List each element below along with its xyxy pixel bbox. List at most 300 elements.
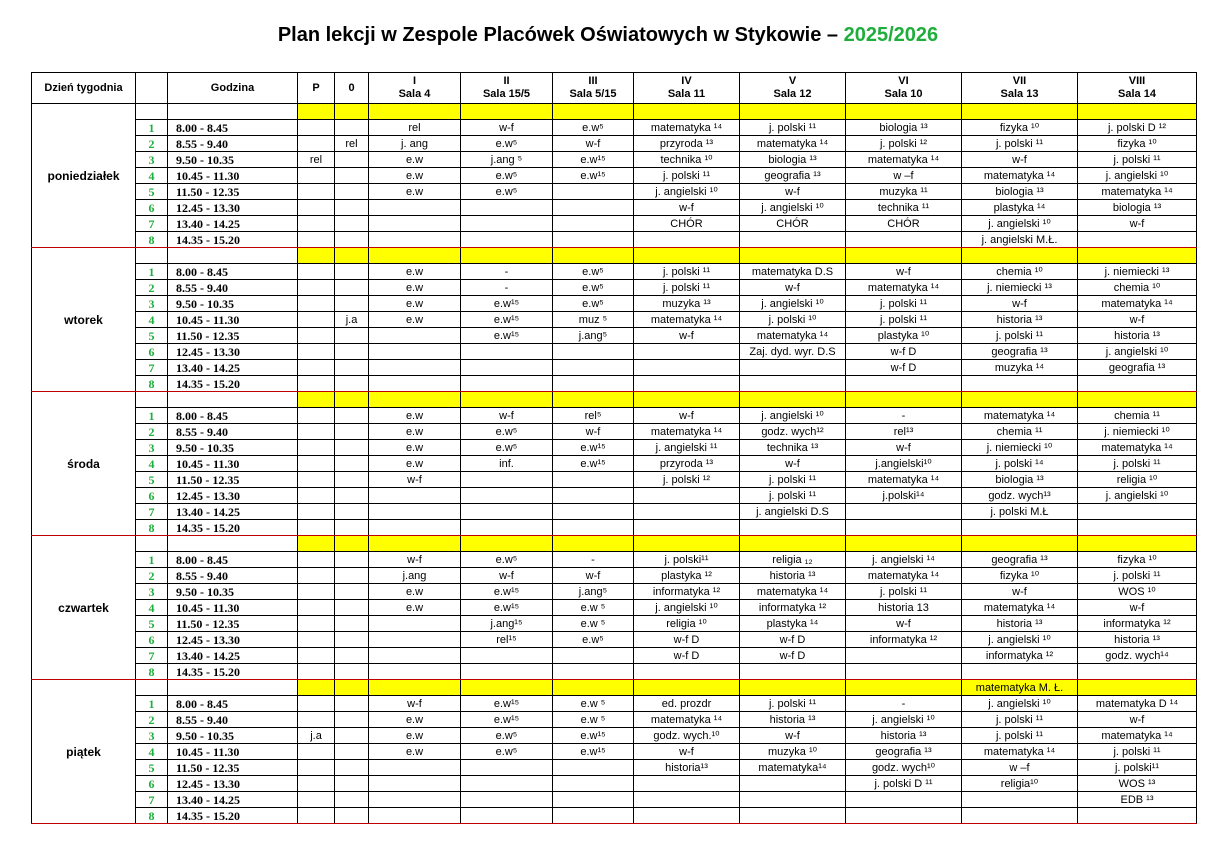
lesson-cell: [298, 792, 335, 808]
lesson-number: 1: [136, 696, 168, 712]
lesson-cell: [298, 520, 335, 536]
lesson-cell: [461, 232, 553, 248]
lesson-cell: j. niemiecki ¹³: [962, 280, 1078, 296]
highlight-cell: [1078, 680, 1197, 696]
lesson-cell: w-f D: [846, 360, 962, 376]
lesson-cell: j. angielski ¹⁰: [1078, 168, 1197, 184]
lesson-cell: j. polski ¹¹: [846, 584, 962, 600]
lesson-row: [32, 424, 1197, 440]
lesson-cell: e.w¹⁵: [553, 440, 634, 456]
lesson-cell: [298, 424, 335, 440]
lesson-cell: [369, 520, 461, 536]
lesson-cell: religia ¹⁰: [1078, 472, 1197, 488]
lesson-cell: e.w⁵: [553, 632, 634, 648]
highlight-cell: matematyka M. Ł.: [962, 680, 1078, 696]
lesson-cell: informatyka ¹²: [740, 600, 846, 616]
lesson-cell: [335, 632, 369, 648]
lesson-cell: matematyka ¹⁴: [634, 312, 740, 328]
highlight-cell: [634, 536, 740, 552]
lesson-number: 3: [136, 584, 168, 600]
day-header-row: [32, 248, 1197, 264]
lesson-time: 8.55 - 9.40: [168, 568, 298, 584]
lesson-cell: plastyka ¹²: [634, 568, 740, 584]
lesson-cell: -: [846, 408, 962, 424]
lesson-cell: biologia ¹³: [962, 472, 1078, 488]
lesson-row: [32, 600, 1197, 616]
lesson-cell: e.w¹⁵: [461, 584, 553, 600]
lesson-time: 8.00 - 8.45: [168, 408, 298, 424]
lesson-cell: e.w: [369, 152, 461, 168]
lesson-cell: [634, 488, 740, 504]
lesson-cell: e.w: [369, 440, 461, 456]
lesson-cell: e.w¹⁵: [553, 168, 634, 184]
lesson-cell: rel¹⁵: [461, 632, 553, 648]
lesson-cell: ed. prozdr: [634, 696, 740, 712]
lesson-number: 1: [136, 120, 168, 136]
lesson-cell: w-f: [369, 552, 461, 568]
lesson-row: [32, 552, 1197, 568]
lesson-cell: matematyka D.S: [740, 264, 846, 280]
lesson-cell: e.w: [369, 408, 461, 424]
highlight-cell: [740, 536, 846, 552]
highlight-cell: [846, 248, 962, 264]
lesson-cell: [335, 600, 369, 616]
lesson-cell: [335, 744, 369, 760]
lesson-cell: chemia ¹⁰: [962, 264, 1078, 280]
lesson-cell: [846, 520, 962, 536]
lesson-cell: muzyka ¹³: [634, 296, 740, 312]
lesson-cell: [335, 152, 369, 168]
lesson-cell: e.w⁵: [461, 440, 553, 456]
highlight-cell: [846, 680, 962, 696]
highlight-cell: [962, 248, 1078, 264]
lesson-cell: j. niemiecki ¹⁰: [962, 440, 1078, 456]
lesson-number: 2: [136, 280, 168, 296]
lesson-cell: w-f: [369, 472, 461, 488]
lesson-cell: j. polski M.Ł: [962, 504, 1078, 520]
lesson-cell: [1078, 232, 1197, 248]
lesson-cell: [461, 200, 553, 216]
lesson-cell: w-f D: [634, 632, 740, 648]
lesson-cell: historia ¹³: [1078, 632, 1197, 648]
lesson-cell: matematyka D ¹⁴: [1078, 696, 1197, 712]
lesson-cell: j. polski ¹¹: [1078, 152, 1197, 168]
lesson-time: 12.45 - 13.30: [168, 632, 298, 648]
lesson-cell: [298, 472, 335, 488]
lesson-cell: e.w: [369, 744, 461, 760]
lesson-number: 8: [136, 232, 168, 248]
lesson-cell: w-f D: [740, 632, 846, 648]
lesson-row: [32, 648, 1197, 664]
lesson-cell: [335, 552, 369, 568]
lesson-cell: [298, 184, 335, 200]
lesson-cell: e.w: [369, 456, 461, 472]
lesson-cell: [461, 360, 553, 376]
lesson-cell: j. angielski ¹⁴: [846, 552, 962, 568]
header-cell: P: [298, 73, 335, 104]
lesson-cell: CHÓR: [846, 216, 962, 232]
lesson-cell: [461, 776, 553, 792]
lesson-cell: [335, 648, 369, 664]
lesson-cell: [962, 520, 1078, 536]
lesson-cell: [634, 808, 740, 824]
lesson-time: 14.35 - 15.20: [168, 520, 298, 536]
lesson-cell: geografia ¹³: [962, 552, 1078, 568]
lesson-cell: j. ang: [369, 136, 461, 152]
blank-cell: [168, 392, 298, 408]
lesson-row: [32, 792, 1197, 808]
lesson-cell: matematyka ¹⁴: [962, 600, 1078, 616]
lesson-cell: w-f: [846, 264, 962, 280]
lesson-cell: [335, 120, 369, 136]
lesson-cell: [369, 808, 461, 824]
lesson-cell: [298, 712, 335, 728]
lesson-cell: e.w⁵: [461, 728, 553, 744]
lesson-cell: [740, 776, 846, 792]
lesson-row: [32, 200, 1197, 216]
lesson-cell: [335, 616, 369, 632]
lesson-cell: -: [461, 280, 553, 296]
highlight-cell: [1078, 104, 1197, 120]
lesson-number: 7: [136, 216, 168, 232]
lesson-cell: e.w⁵: [553, 120, 634, 136]
title-main: Plan lekcji w Zespole Placówek Oświatowych w Stykowie –: [277, 24, 844, 46]
day-name: środa: [32, 392, 136, 536]
lesson-cell: e.w⁵: [461, 168, 553, 184]
lesson-cell: matematyka ¹⁴: [846, 568, 962, 584]
lesson-cell: [335, 184, 369, 200]
lesson-cell: [369, 488, 461, 504]
lesson-cell: e.w ⁵: [553, 616, 634, 632]
highlight-cell: [298, 248, 335, 264]
lesson-cell: [369, 200, 461, 216]
lesson-row: [32, 760, 1197, 776]
lesson-cell: [298, 568, 335, 584]
highlight-cell: [740, 248, 846, 264]
lesson-cell: matematyka ¹⁴: [846, 472, 962, 488]
highlight-cell: [846, 536, 962, 552]
lesson-cell: j.a: [335, 312, 369, 328]
lesson-cell: e.w¹⁵: [461, 600, 553, 616]
lesson-cell: e.w: [369, 264, 461, 280]
lesson-cell: w-f D: [846, 344, 962, 360]
lesson-cell: j. polski ¹¹: [846, 296, 962, 312]
lesson-cell: [846, 504, 962, 520]
lesson-cell: [298, 120, 335, 136]
lesson-cell: [634, 520, 740, 536]
lesson-number: 8: [136, 808, 168, 824]
lesson-number: 4: [136, 168, 168, 184]
highlight-cell: [369, 680, 461, 696]
blank-cell: [168, 248, 298, 264]
lesson-cell: w-f: [846, 440, 962, 456]
lesson-cell: e.w¹⁵: [553, 456, 634, 472]
lesson-cell: biologia ¹³: [1078, 200, 1197, 216]
lesson-cell: matematyka ¹⁴: [962, 168, 1078, 184]
lesson-cell: w-f: [1078, 712, 1197, 728]
lesson-time: 13.40 - 14.25: [168, 216, 298, 232]
highlight-cell: [298, 680, 335, 696]
lesson-cell: e.w⁵: [553, 280, 634, 296]
lesson-time: 9.50 - 10.35: [168, 152, 298, 168]
lesson-cell: [369, 664, 461, 680]
highlight-cell: [740, 104, 846, 120]
highlight-cell: [634, 392, 740, 408]
header-cell: II Sala 15/5: [461, 73, 553, 104]
lesson-cell: [634, 360, 740, 376]
lesson-cell: [553, 360, 634, 376]
lesson-cell: EDB ¹³: [1078, 792, 1197, 808]
lesson-cell: WOS ¹⁰: [1078, 584, 1197, 600]
lesson-cell: biologia ¹³: [846, 120, 962, 136]
highlight-cell: [369, 536, 461, 552]
lesson-cell: [335, 584, 369, 600]
lesson-number: 3: [136, 728, 168, 744]
lesson-cell: rel⁵: [553, 408, 634, 424]
lesson-cell: fizyka ¹⁰: [962, 568, 1078, 584]
lesson-row: [32, 296, 1197, 312]
lesson-number: 5: [136, 760, 168, 776]
lesson-cell: -: [553, 552, 634, 568]
lesson-cell: j. angielski D.S: [740, 504, 846, 520]
lesson-cell: [461, 664, 553, 680]
lesson-number: 3: [136, 296, 168, 312]
lesson-cell: j. polski D ¹²: [1078, 120, 1197, 136]
lesson-row: [32, 712, 1197, 728]
lesson-cell: j. polski ¹¹: [962, 136, 1078, 152]
lesson-cell: [553, 520, 634, 536]
lesson-time: 11.50 - 12.35: [168, 472, 298, 488]
lesson-time: 8.55 - 9.40: [168, 712, 298, 728]
lesson-cell: j.angielski¹⁰: [846, 456, 962, 472]
lesson-cell: w-f: [553, 568, 634, 584]
lesson-cell: [298, 488, 335, 504]
lesson-cell: [335, 408, 369, 424]
highlight-cell: [962, 104, 1078, 120]
lesson-cell: j. angielski ¹⁰: [1078, 344, 1197, 360]
lesson-cell: [298, 216, 335, 232]
lesson-cell: [298, 552, 335, 568]
lesson-cell: matematyka ¹⁴: [634, 424, 740, 440]
lesson-cell: w-f: [634, 744, 740, 760]
lesson-cell: [369, 616, 461, 632]
lesson-cell: [553, 664, 634, 680]
lesson-cell: j. polski ¹⁴: [962, 456, 1078, 472]
lesson-cell: [634, 664, 740, 680]
highlight-cell: [298, 536, 335, 552]
lesson-cell: [335, 696, 369, 712]
lesson-row: [32, 328, 1197, 344]
lesson-cell: [298, 280, 335, 296]
lesson-cell: fizyka ¹⁰: [1078, 552, 1197, 568]
lesson-cell: j. angielski ¹⁰: [962, 696, 1078, 712]
lesson-cell: e.w⁵: [461, 424, 553, 440]
highlight-cell: [553, 392, 634, 408]
lesson-cell: rel¹³: [846, 424, 962, 440]
lesson-cell: w-f: [740, 184, 846, 200]
lesson-number: 3: [136, 440, 168, 456]
lesson-row: [32, 488, 1197, 504]
lesson-number: 6: [136, 632, 168, 648]
lesson-cell: j. polski ¹¹: [634, 264, 740, 280]
lesson-cell: j. polski ¹¹: [634, 168, 740, 184]
lesson-cell: [298, 232, 335, 248]
lesson-cell: przyroda ¹³: [634, 456, 740, 472]
blank-cell: [136, 392, 168, 408]
lesson-cell: muz ⁵: [553, 312, 634, 328]
lesson-cell: j. polski ¹²: [634, 472, 740, 488]
lesson-cell: j.ang¹⁵: [461, 616, 553, 632]
lesson-cell: j.ang⁵: [553, 328, 634, 344]
lesson-cell: [962, 664, 1078, 680]
lesson-time: 10.45 - 11.30: [168, 312, 298, 328]
lesson-time: 13.40 - 14.25: [168, 792, 298, 808]
lesson-cell: [461, 504, 553, 520]
lesson-cell: godz. wych¹³: [962, 488, 1078, 504]
lesson-row: [32, 152, 1197, 168]
lesson-cell: [553, 376, 634, 392]
lesson-cell: j. angielski ¹⁰: [740, 408, 846, 424]
lesson-cell: [634, 232, 740, 248]
highlight-cell: [369, 104, 461, 120]
day-header-row: [32, 392, 1197, 408]
highlight-cell: [740, 680, 846, 696]
lesson-cell: CHÓR: [634, 216, 740, 232]
lesson-cell: j. angielski ¹⁰: [634, 600, 740, 616]
lesson-cell: godz. wych¹²: [740, 424, 846, 440]
lesson-cell: j. polski ¹¹: [962, 712, 1078, 728]
lesson-time: 13.40 - 14.25: [168, 504, 298, 520]
lesson-time: 8.00 - 8.45: [168, 264, 298, 280]
lesson-cell: e.w⁵: [461, 136, 553, 152]
lesson-cell: [553, 344, 634, 360]
lesson-cell: [298, 264, 335, 280]
lesson-cell: [335, 520, 369, 536]
lesson-cell: j. polski ¹¹: [740, 472, 846, 488]
lesson-row: [32, 776, 1197, 792]
lesson-cell: matematyka ¹⁴: [1078, 440, 1197, 456]
highlight-cell: [461, 248, 553, 264]
lesson-cell: [298, 456, 335, 472]
lesson-cell: e.w¹⁵: [461, 328, 553, 344]
lesson-cell: [1078, 520, 1197, 536]
lesson-time: 11.50 - 12.35: [168, 328, 298, 344]
lesson-cell: [335, 376, 369, 392]
lesson-cell: j. polski ¹¹: [740, 488, 846, 504]
lesson-number: 4: [136, 744, 168, 760]
highlight-cell: [740, 392, 846, 408]
lesson-cell: [298, 648, 335, 664]
lesson-cell: w-f: [369, 696, 461, 712]
lesson-cell: [740, 808, 846, 824]
lesson-cell: j. polski ¹¹: [962, 328, 1078, 344]
lesson-cell: w-f: [740, 280, 846, 296]
lesson-cell: muzyka ¹⁰: [740, 744, 846, 760]
lesson-cell: j.ang: [369, 568, 461, 584]
highlight-cell: [335, 536, 369, 552]
lesson-cell: [846, 808, 962, 824]
header-cell: VII Sala 13: [962, 73, 1078, 104]
lesson-cell: [740, 360, 846, 376]
lesson-cell: j. polski ¹¹: [1078, 456, 1197, 472]
highlight-cell: [1078, 536, 1197, 552]
lesson-cell: [369, 792, 461, 808]
lesson-cell: [335, 776, 369, 792]
lesson-cell: [846, 376, 962, 392]
lesson-cell: [298, 600, 335, 616]
lesson-cell: matematyka ¹⁴: [740, 328, 846, 344]
lesson-cell: technika ¹⁰: [634, 152, 740, 168]
lesson-cell: j. polski ¹¹: [740, 696, 846, 712]
lesson-cell: [298, 168, 335, 184]
day-name: poniedziałek: [32, 104, 136, 248]
lesson-cell: geografia ¹³: [962, 344, 1078, 360]
lesson-time: 11.50 - 12.35: [168, 760, 298, 776]
lesson-cell: religia ₁₂: [740, 552, 846, 568]
lesson-cell: geografia ¹³: [1078, 360, 1197, 376]
lesson-cell: w-f: [553, 424, 634, 440]
lesson-cell: j. angielski ¹⁰: [846, 712, 962, 728]
highlight-cell: [369, 392, 461, 408]
lesson-time: 10.45 - 11.30: [168, 600, 298, 616]
lesson-cell: [461, 648, 553, 664]
lesson-cell: [846, 792, 962, 808]
lesson-row: [32, 520, 1197, 536]
lesson-cell: e.w: [369, 168, 461, 184]
lesson-cell: religia¹⁰: [962, 776, 1078, 792]
lesson-number: 2: [136, 136, 168, 152]
lesson-cell: e.w: [369, 584, 461, 600]
lesson-cell: [553, 808, 634, 824]
lesson-number: 2: [136, 424, 168, 440]
lesson-cell: [335, 200, 369, 216]
header-cell: 0: [335, 73, 369, 104]
lesson-cell: [461, 344, 553, 360]
header-cell: [136, 73, 168, 104]
lesson-cell: [461, 808, 553, 824]
lesson-cell: [369, 776, 461, 792]
highlight-cell: [634, 680, 740, 696]
lesson-cell: j. polski ¹¹: [740, 120, 846, 136]
lesson-number: 5: [136, 616, 168, 632]
lesson-cell: w-f: [634, 200, 740, 216]
lesson-cell: inf.: [461, 456, 553, 472]
lesson-cell: [298, 760, 335, 776]
lesson-cell: [962, 792, 1078, 808]
lesson-time: 8.55 - 9.40: [168, 280, 298, 296]
lesson-cell: e.w¹⁵: [461, 696, 553, 712]
lesson-time: 8.55 - 9.40: [168, 136, 298, 152]
lesson-cell: [461, 760, 553, 776]
header-cell: VI Sala 10: [846, 73, 962, 104]
lesson-cell: [846, 664, 962, 680]
lesson-cell: [553, 216, 634, 232]
lesson-time: 8.00 - 8.45: [168, 120, 298, 136]
lesson-cell: [461, 216, 553, 232]
lesson-cell: [335, 792, 369, 808]
lesson-row: [32, 232, 1197, 248]
lesson-number: 1: [136, 408, 168, 424]
lesson-row: [32, 568, 1197, 584]
lesson-cell: [1078, 808, 1197, 824]
lesson-cell: w-f D: [740, 648, 846, 664]
lesson-row: [32, 344, 1197, 360]
lesson-cell: [298, 360, 335, 376]
highlight-cell: [634, 248, 740, 264]
lesson-cell: w-f: [461, 120, 553, 136]
lesson-time: 9.50 - 10.35: [168, 440, 298, 456]
lesson-time: 14.35 - 15.20: [168, 664, 298, 680]
